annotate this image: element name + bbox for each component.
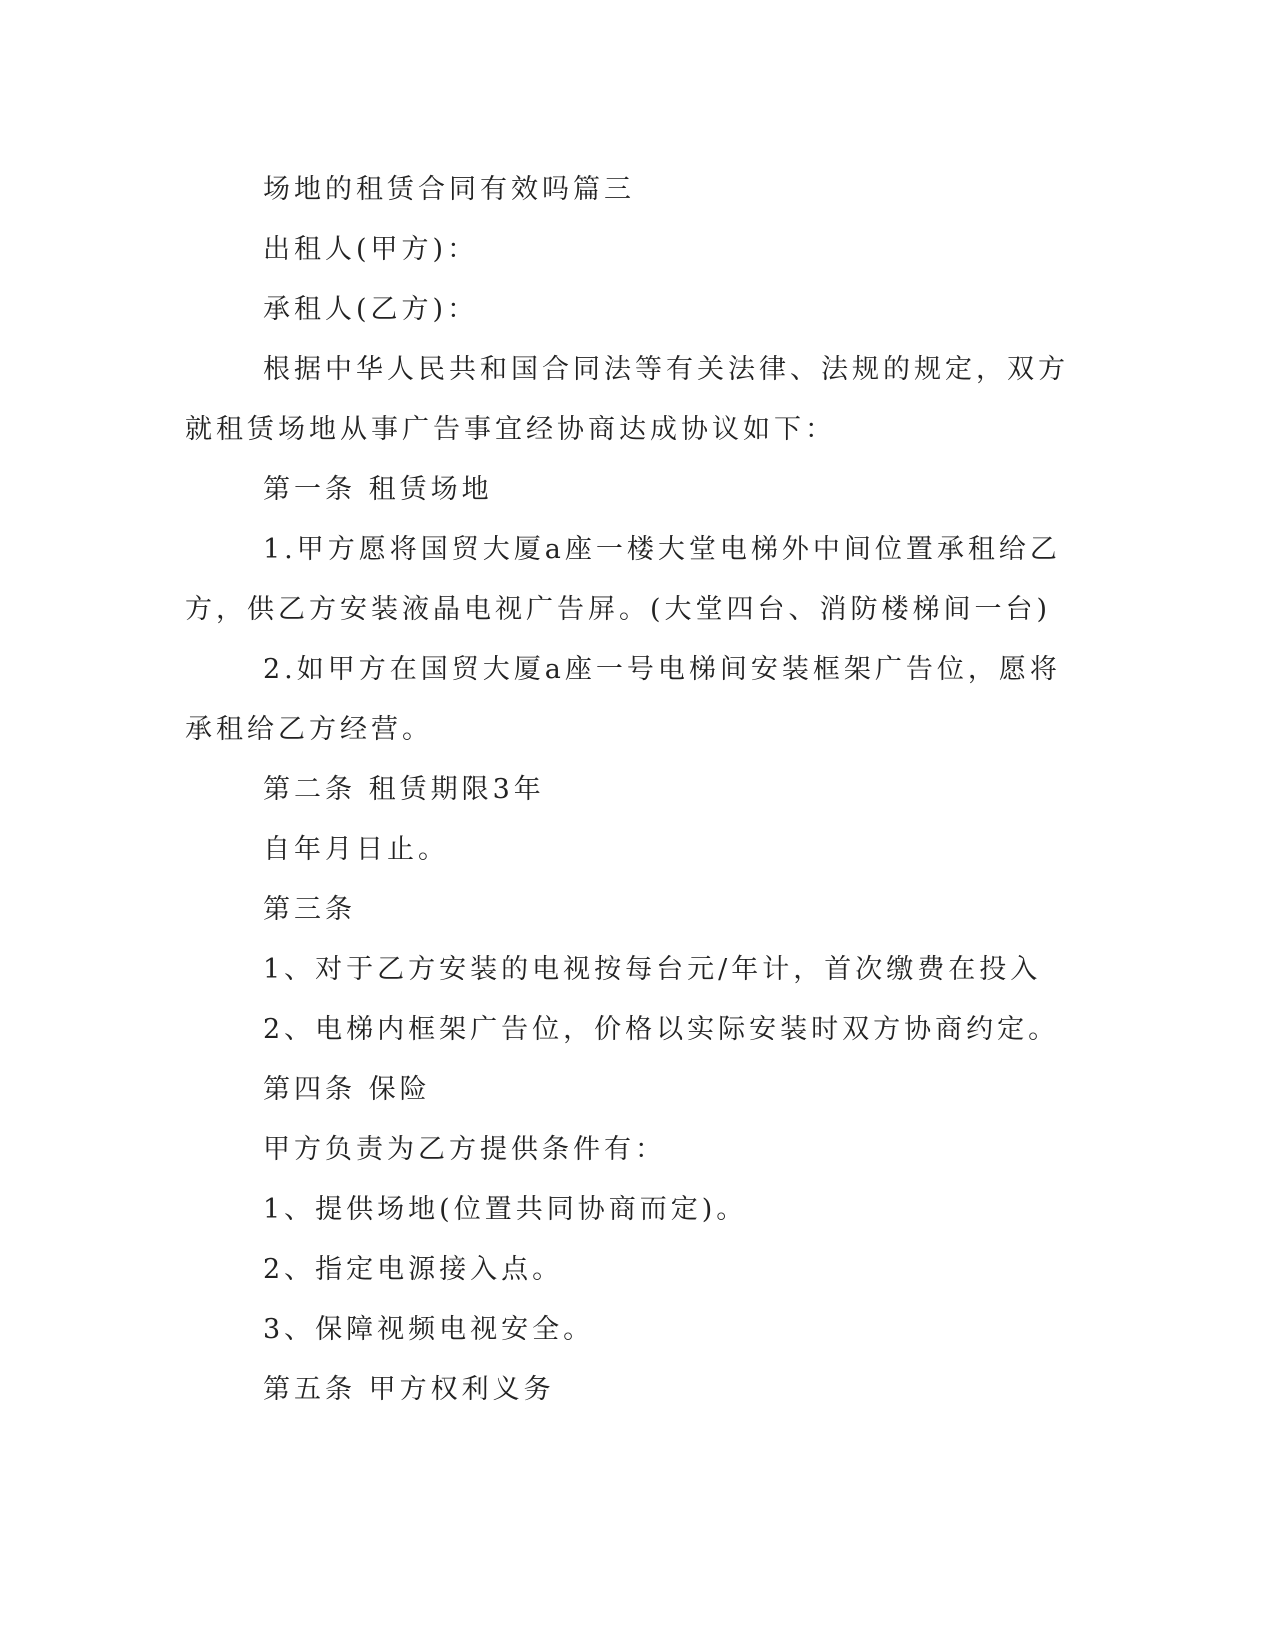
- article-3-clause-2: 2、电梯内框架广告位，价格以实际安装时双方协商约定。: [263, 1014, 1060, 1045]
- article-2-term: 自年月日止。: [263, 834, 449, 865]
- article-4-item-1: 1、提供场地(位置共同协商而定)。: [263, 1194, 748, 1225]
- article-3-heading: 第三条: [263, 894, 356, 925]
- document-title: 场地的租赁合同有效吗篇三: [263, 174, 635, 205]
- article-1-clause-1: 1.甲方愿将国贸大厦a座一楼大堂电梯外中间位置承租给乙方，供乙方安装液晶电视广告屏。(大堂四台、消防楼梯间一台): [185, 534, 1061, 625]
- article-2-heading: 第二条 租赁期限3年: [263, 774, 545, 805]
- document-body: [185, 160, 1070, 1420]
- preamble-paragraph: 根据中华人民共和国合同法等有关法律、法规的规定，双方就租赁场地从事广告事宜经协商达成协议如下：: [185, 354, 1069, 445]
- article-1-heading: 第一条 租赁场地: [263, 474, 493, 505]
- article-4-intro: 甲方负责为乙方提供条件有：: [263, 1134, 666, 1165]
- article-1-clause-2: 2.如甲方在国贸大厦a座一号电梯间安装框架广告位，愿将承租给乙方经营。: [185, 654, 1061, 745]
- article-4-item-2: 2、指定电源接入点。: [263, 1254, 564, 1285]
- article-4-heading: 第四条 保险: [263, 1074, 431, 1105]
- article-3-clause-1: 1、对于乙方安装的电视按每台元/年计，首次缴费在投入: [263, 954, 1042, 985]
- article-4-item-3: 3、保障视频电视安全。: [263, 1314, 595, 1345]
- lessee-line: 承租人(乙方)：: [263, 294, 479, 325]
- article-5-heading: 第五条 甲方权利义务: [263, 1374, 555, 1405]
- lessor-line: 出租人(甲方)：: [263, 234, 479, 265]
